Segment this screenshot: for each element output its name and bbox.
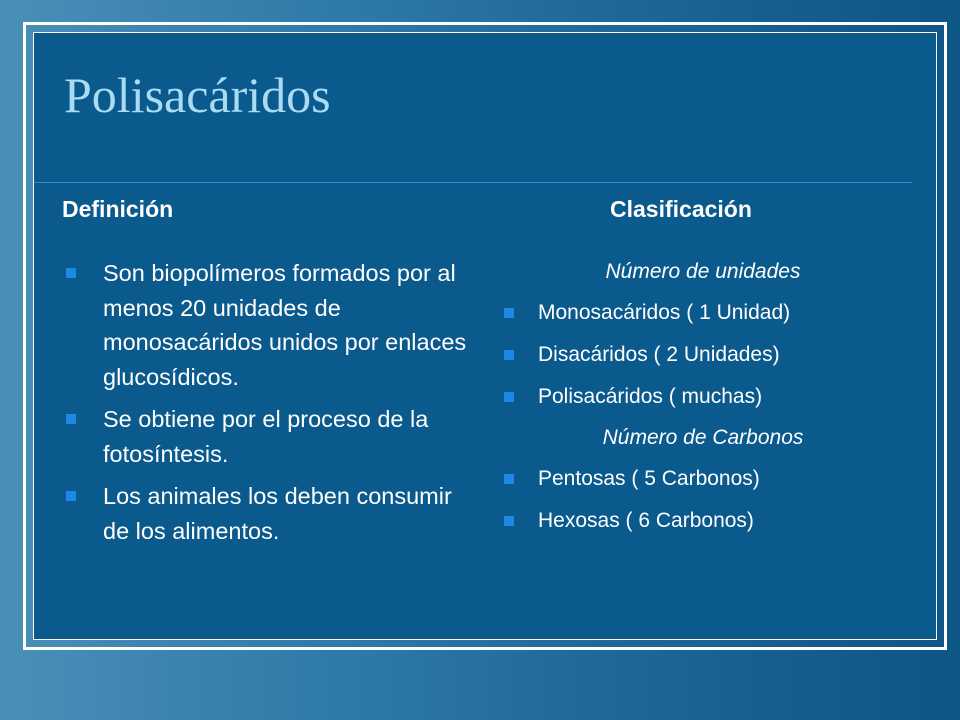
square-bullet-icon: [504, 308, 514, 318]
definition-heading: Definición: [62, 196, 174, 222]
square-bullet-icon: [66, 414, 76, 424]
list-item: [498, 292, 918, 334]
list-item-text: Son biopolímeros formados por al menos 20 unidades de monosacáridos unidos por enlaces glucosídicos.: [103, 260, 467, 390]
group-label-units: Número de unidades: [605, 260, 801, 283]
list-item-text: Monosacáridos ( 1 Unidad): [538, 301, 791, 324]
list-item: [498, 334, 918, 376]
square-bullet-icon: [504, 516, 514, 526]
group-label-carbons: Número de Carbonos: [602, 426, 804, 449]
list-item: [498, 376, 918, 418]
square-bullet-icon: [66, 491, 76, 501]
slide-title: Polisacáridos: [64, 67, 331, 123]
square-bullet-icon: [66, 268, 76, 278]
list-item: [498, 458, 918, 500]
list-item-text: Hexosas ( 6 Carbonos): [538, 509, 754, 532]
definition-list: [66, 256, 476, 556]
list-item-text: Disacáridos ( 2 Unidades): [538, 343, 780, 366]
list-item: [66, 402, 476, 471]
list-item-text: Se obtiene por el proceso de la fotosíntesis.: [103, 406, 429, 467]
list-item: [66, 256, 476, 394]
square-bullet-icon: [504, 392, 514, 402]
list-item-text: Pentosas ( 5 Carbonos): [538, 467, 760, 490]
title-divider: [34, 182, 912, 183]
classification-list: [498, 252, 918, 542]
list-item: [66, 479, 476, 548]
square-bullet-icon: [504, 474, 514, 484]
list-item-text: Los animales los deben consumir de los alimentos.: [103, 483, 452, 544]
list-item: [498, 500, 918, 542]
square-bullet-icon: [504, 350, 514, 360]
list-item-text: Polisacáridos ( muchas): [538, 385, 763, 408]
classification-heading: Clasificación: [610, 196, 752, 222]
